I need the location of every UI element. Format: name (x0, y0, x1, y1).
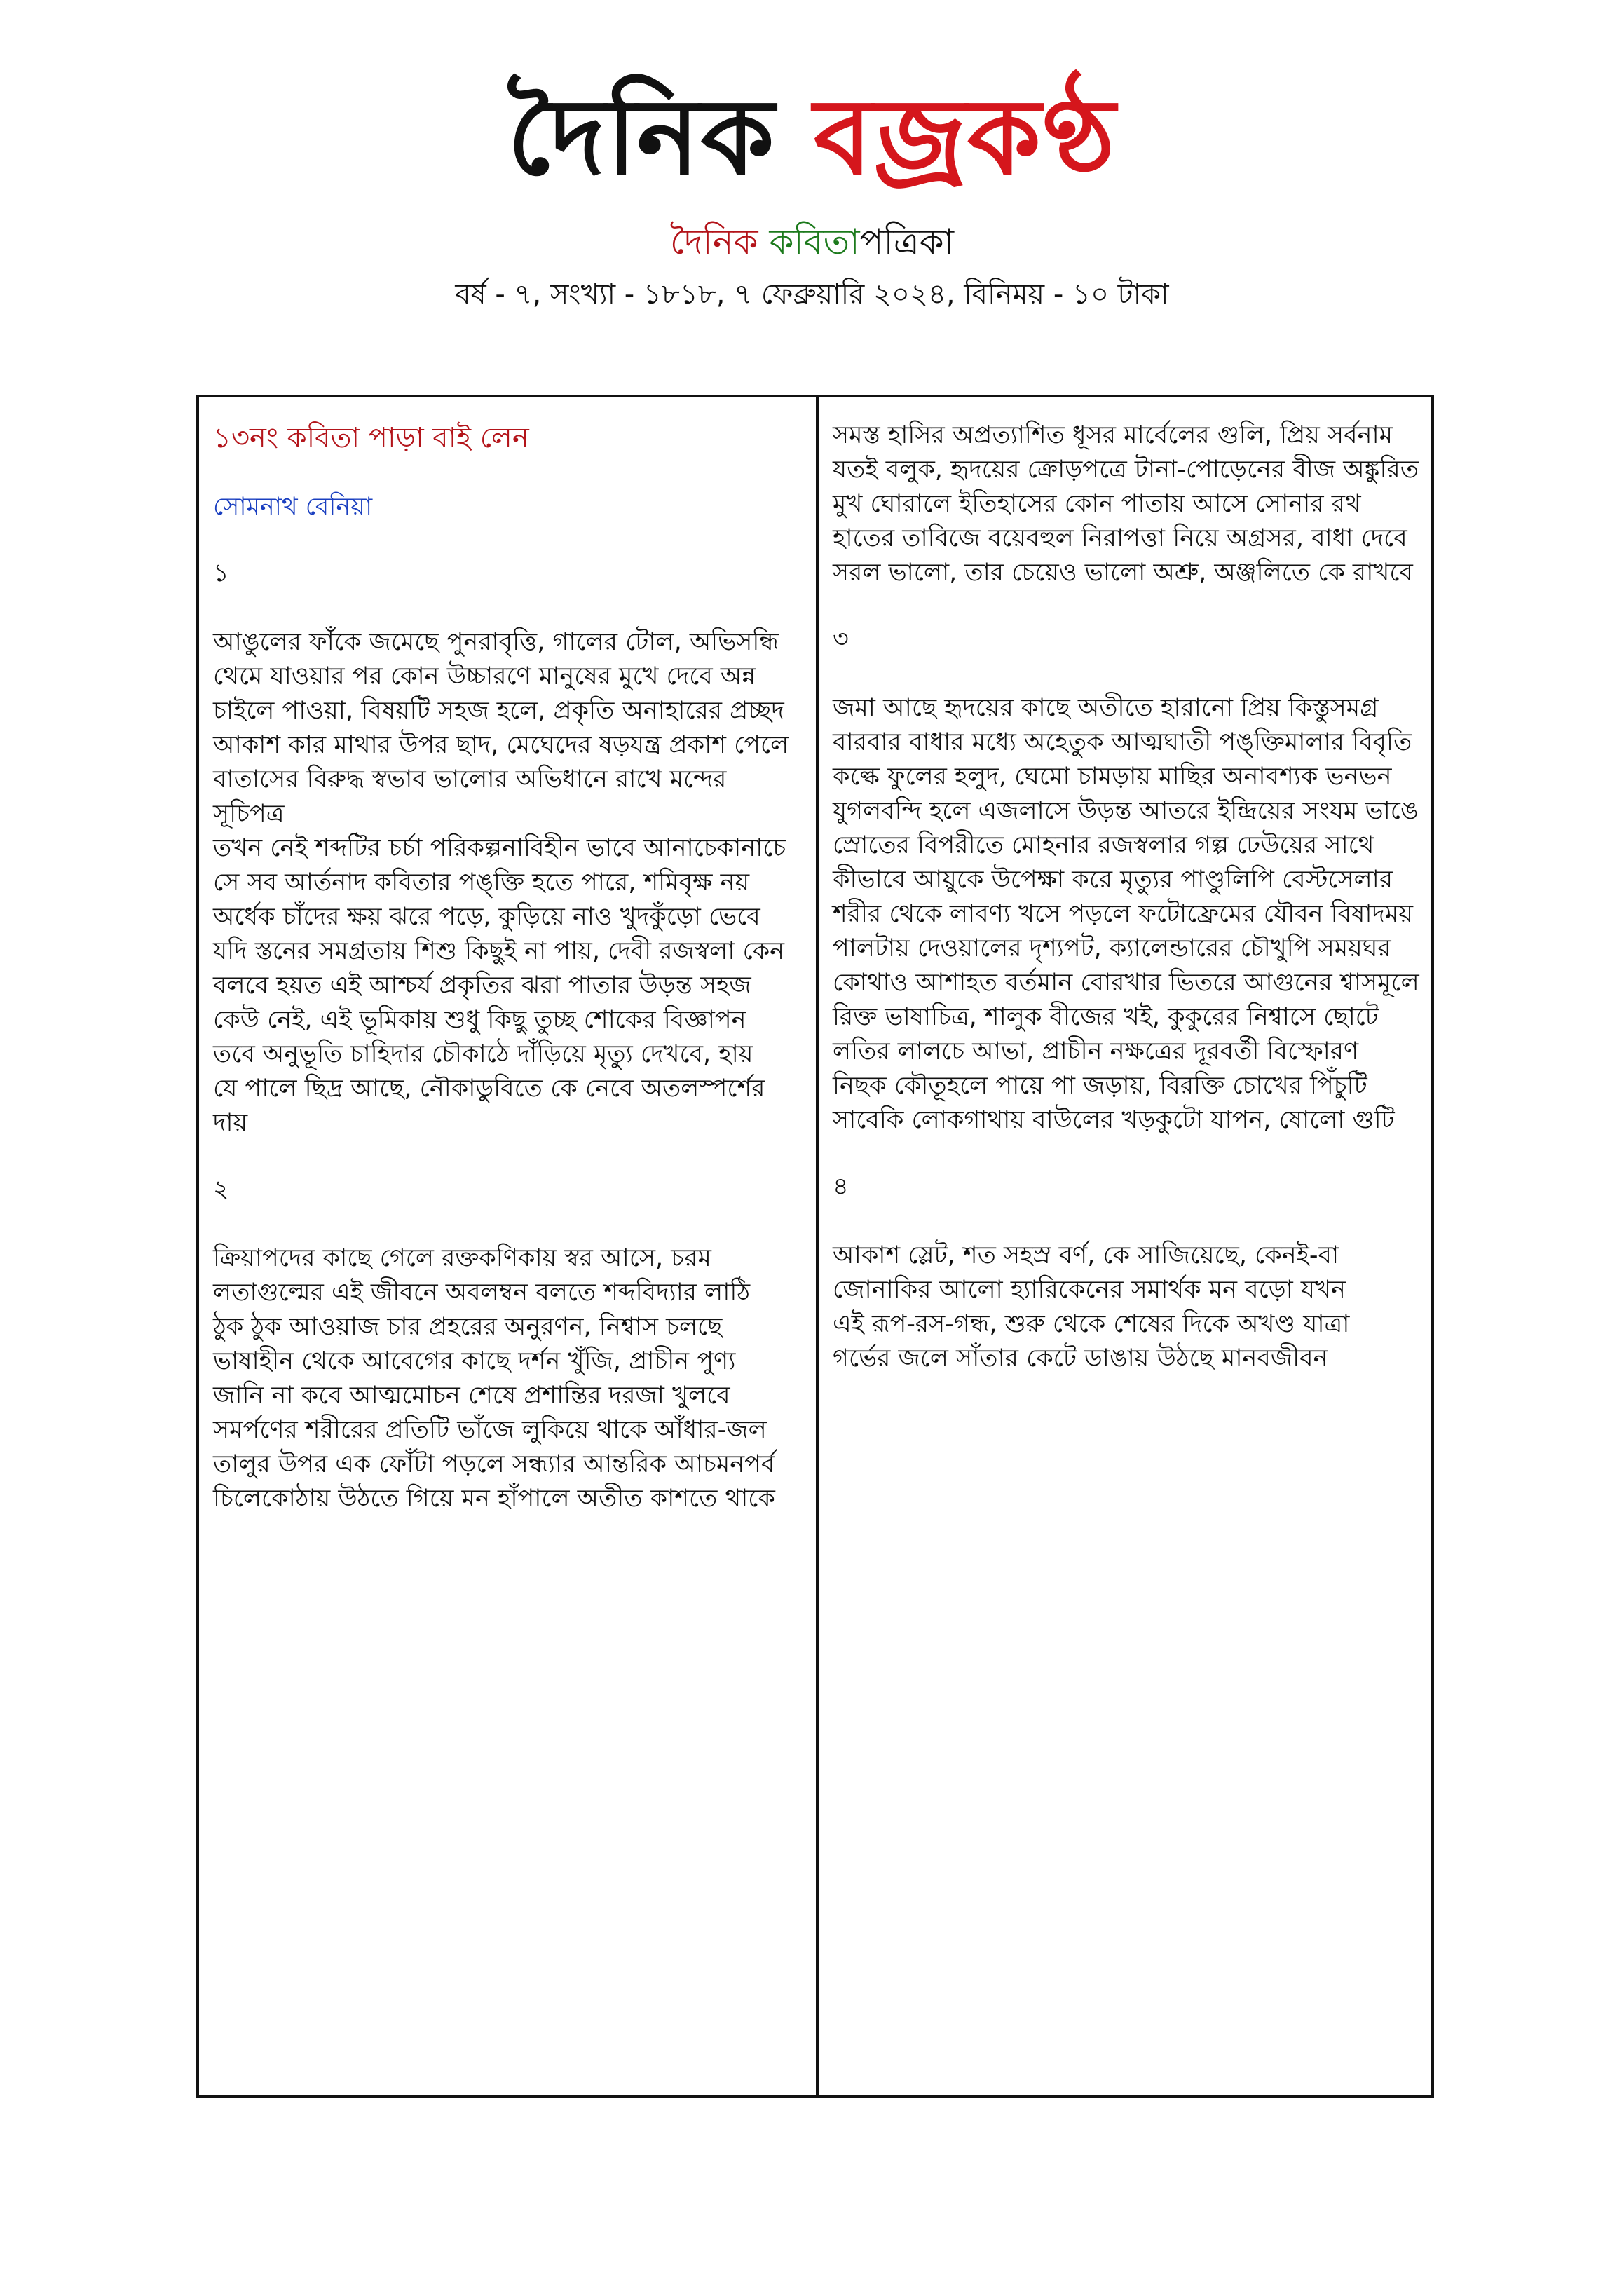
section-2-continued (833, 418, 1423, 590)
poem-line: আকাশ কার মাথার উপর ছাদ, মেঘেদের ষড়যন্ত্র প্রকাশ পেলে (213, 731, 789, 759)
poem-line: গর্ভের জলে সাঁতার কেটে ডাঙায় উঠছে মানবজীবন (833, 1344, 1328, 1373)
poem-line: তখন নেই শব্দটির চর্চা পরিকল্পনাবিহীন ভাবে আনাচেকানাচে (213, 834, 786, 862)
section-3-lines (833, 691, 1423, 1138)
section-number: ২ (213, 1176, 229, 1204)
poem-line: জমা আছে হৃদয়ের কাছে অতীতে হারানো প্রিয় কিস্তুসমগ্র (833, 694, 1379, 722)
section-2-lines (213, 1241, 802, 1516)
tagline-part-poetry: কবিতা (769, 222, 860, 262)
logo-part-bajrakantha: বজ্রকণ্ঠ (814, 75, 1117, 198)
poem-title: ১৩নং কবিতা পাড়া বাই লেন (213, 422, 529, 454)
section-number: ১ (213, 559, 229, 587)
left-column (213, 418, 802, 1516)
poem-line: যুগলবন্দি হলে এজলাসে উড়ন্ত আতরে ইন্দ্রিয়ের সংযম ভাঙে (833, 797, 1419, 825)
poem-line: বাতাসের বিরুদ্ধ স্বভাব ভালোর অভিধানে রাখে মন্দের সূচিপত্র (213, 765, 727, 828)
poem-line: সে সব আর্তনাদ কবিতার পঙ্‌ক্তি হতে পারে, শমিবৃক্ষ নয় (213, 869, 750, 897)
poem-line: স্রোতের বিপরীতে মোহনার রজস্বলার গল্প ঢেউয়ের সাথে (833, 831, 1374, 859)
poem-line: লতির লালচে আভা, প্রাচীন নক্ষত্রের দূরবর্তী বিস্ফোরণ (833, 1037, 1359, 1065)
poem-author: সোমনাথ বেনিয়া (213, 493, 373, 521)
poem-line: পালটায় দেওয়ালের দৃশ্যপট, ক্যালেন্ডারের চৌখুপি সময়ঘর (833, 934, 1391, 962)
column-divider (816, 397, 819, 2095)
poem-line: অর্ধেক চাঁদের ক্ষয় ঝরে পড়ে, কুড়িয়ে নাও খুদকুঁড়ো ভেবে (213, 903, 760, 931)
poem-line: আঙুলের ফাঁকে জমেছে পুনরাবৃত্তি, গালের টোল, অভিসন্ধি (213, 628, 779, 656)
section-number: ৩ (833, 625, 849, 653)
poem-line: কল্কে ফুলের হলুদ, ঘেমো চামড়ায় মাছির অনাবশ্যক ভনভন (833, 763, 1392, 791)
poem-line: তবে অনুভূতি চাহিদার চৌকাঠে দাঁড়িয়ে মৃত্যু দেখবে, হায় (213, 1040, 753, 1068)
poem-line: জানি না কবে আত্মমোচন শেষে প্রশান্তির দরজা খুলবে (213, 1382, 730, 1410)
tagline-part-daily: দৈনিক (669, 222, 758, 262)
section-1-lines (213, 625, 802, 1140)
poem-line: তালুর উপর এক ফোঁটা পড়লে সন্ধ্যার আন্তরিক আচমনপর্ব (213, 1450, 775, 1478)
section-4-lines (833, 1239, 1423, 1376)
poem-line: হাতের তাবিজে বয়েবহুল নিরাপত্তা নিয়ে অগ্রসর, বাধা দেবে (833, 524, 1407, 552)
tagline-part-magazine: পত্রিকা (859, 222, 955, 262)
poem-line: সরল ভালো, তার চেয়েও ভালো অশ্রু, অঞ্জলিতে কে রাখবে (833, 559, 1413, 587)
poem-line: সাবেকি লোকগাথায় বাউলের খড়কুটো যাপন, ষোলো গুটি (833, 1106, 1395, 1134)
poem-line: কেউ নেই, এই ভূমিকায় শুধু কিছু তুচ্ছ শোকের বিজ্ঞাপন (213, 1006, 746, 1034)
poem-line: নিছক কৌতূহলে পায়ে পা জড়ায়, বিরক্তি চোখের পিঁচুটি (833, 1072, 1367, 1100)
poem-line: বারবার বাধার মধ্যে অহেতুক আত্মঘাতী পঙ্‌ক্তিমালার বিবৃতি (833, 728, 1412, 756)
poem-line: থেমে যাওয়ার পর কোন উচ্চারণে মানুষের মুখে দেবে অন্ন (213, 662, 756, 690)
poem-line: রিক্ত ভাষাচিত্র, শালুক বীজের খই, কুকুরের নিশ্বাসে ছোটে (833, 1003, 1379, 1031)
poem-line: চিলেকোঠায় উঠতে গিয়ে মন হাঁপালে অতীত কাশতে থাকে (213, 1485, 775, 1513)
tagline (0, 222, 1624, 262)
poem-line: আকাশ স্লেট, শত সহস্র বর্ণ, কে সাজিয়েছে, কেনই-বা জোনাকির আলো হ্যারিকেনের সমার্থক মন বড়ো যখন (833, 1241, 1346, 1304)
poem-box (196, 395, 1434, 2098)
poem-line: ক্রিয়াপদের কাছে গেলে রক্তকণিকায় স্বর আসে, চরম লতাগুল্মের এই জীবনে অবলম্বন বলতে শব্দবিদ্যার লাঠি (213, 1244, 751, 1307)
poem-line: সমর্পণের শরীরের প্রতিটি ভাঁজে লুকিয়ে থাকে আঁধার-জল (213, 1416, 767, 1444)
poem-line: সমস্ত হাসির অপ্রত্যাশিত ধূসর মার্বেলের গুলি, প্রিয় সর্বনাম (833, 421, 1393, 449)
poem-line: কোথাও আশাহত বর্তমান বোরখার ভিতরে আগুনের শ্বাসমূলে (833, 969, 1419, 997)
poem-line: এই রূপ-রস-গন্ধ, শুরু থেকে শেষের দিকে অখণ্ড যাত্রা (833, 1310, 1350, 1338)
poem-line: ঠুক ঠুক আওয়াজ চার প্রহরের অনুরণন, নিশ্বাস চলছে (213, 1313, 723, 1341)
newspaper-logo (0, 75, 1624, 198)
poem-line: যতই বলুক, হৃদয়ের ক্রোড়পত্রে টানা-পোড়েনের বীজ অঙ্কুরিত (833, 456, 1419, 484)
logo-part-dainik: দৈনিক (507, 75, 776, 198)
poem-line: বলবে হয়ত এই আশ্চর্য প্রকৃতির ঝরা পাতার উড়ন্ত সহজ (213, 972, 751, 1000)
poem-line: শরীর থেকে লাবণ্য খসে পড়লে ফটোফ্রেমের যৌবন বিষাদময় (833, 900, 1413, 928)
issue-info: বর্ষ - ৭, সংখ্যা - ১৮১৮, ৭ ফেব্রুয়ারি ২০২৪, বিনিময় - ১০ টাকা (455, 278, 1169, 311)
poem-line: ভাষাহীন থেকে আবেগের কাছে দর্শন খুঁজি, প্রাচীন পুণ্য (213, 1347, 736, 1375)
poem-line: চাইলে পাওয়া, বিষয়টি সহজ হলে, প্রকৃতি অনাহারের প্রচ্ছদ (213, 697, 784, 725)
right-column (833, 418, 1423, 1376)
poem-line: যদি স্তনের সমগ্রতায় শিশু কিছুই না পায়, দেবী রজস্বলা কেন (213, 937, 785, 965)
section-number: ৪ (833, 1173, 849, 1201)
poem-line: কীভাবে আয়ুকে উপেক্ষা করে মৃত্যুর পাণ্ডুলিপি বেস্টসেলার (833, 866, 1393, 894)
poem-line: মুখ ঘোরালে ইতিহাসের কোন পাতায় আসে সোনার রথ (833, 490, 1361, 518)
poem-line: যে পালে ছিদ্র আছে, নৌকাডুবিতে কে নেবে অতলস্পর্শের দায় (213, 1075, 765, 1137)
